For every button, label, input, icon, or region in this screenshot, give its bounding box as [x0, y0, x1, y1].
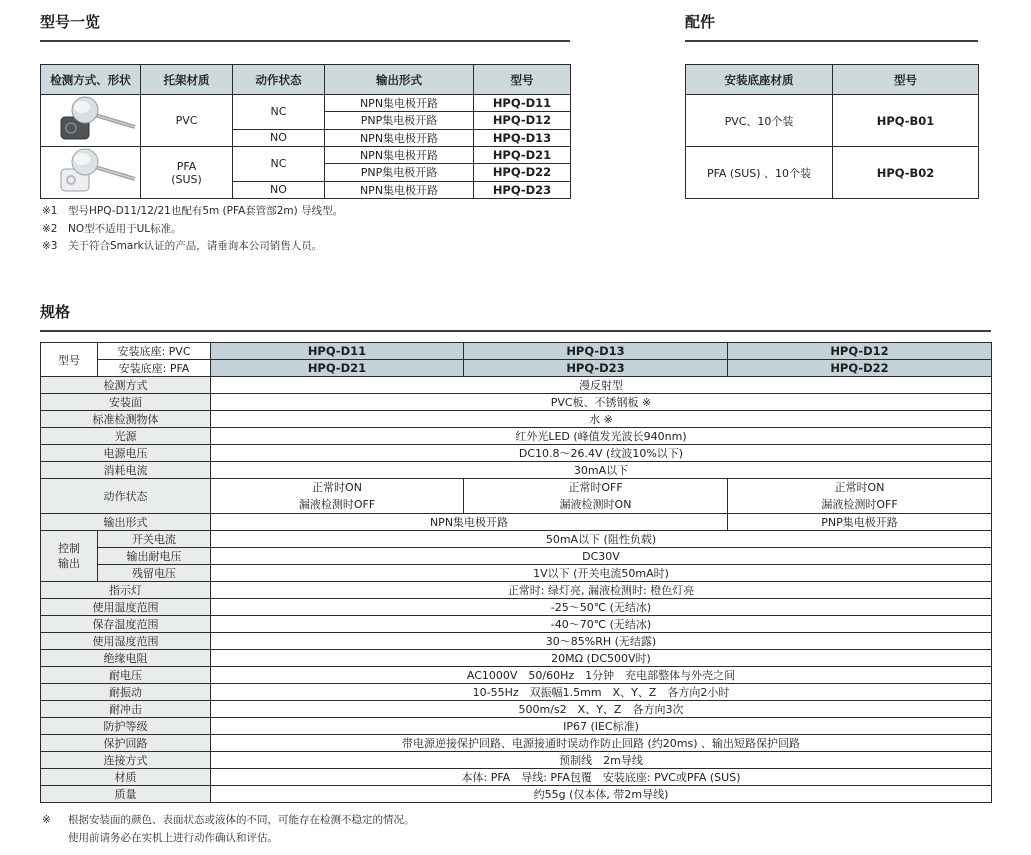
spec-value: 1V以下 (开关电流50mA时): [211, 565, 992, 582]
table-row: [41, 599, 992, 616]
sensor-photo-pvc: [41, 95, 141, 147]
spec-value: 30mA以下: [211, 462, 992, 479]
spec-label: 保护回路: [41, 735, 211, 752]
spec-value: 30～85%RH (无结露): [211, 633, 992, 650]
spec-label: 保存温度范围: [41, 616, 211, 633]
accessories-section-title: 配件: [685, 12, 978, 42]
models-section-title: 型号一览: [40, 12, 570, 42]
table-row: [41, 616, 992, 633]
action-state: NO: [233, 181, 325, 198]
spec-value: 带电源逆接保护回路、电源接通时误动作防止回路 (约20ms) 、输出短路保护回路: [211, 735, 992, 752]
spec-label: 光源: [41, 428, 211, 445]
note-line: ※ 根据安装面的颜色、表面状态或液体的不同，可能存在检测不稳定的情况。: [42, 814, 415, 826]
table-row: [41, 343, 992, 360]
spec-value: 约55g (仅本体, 带2m导线): [211, 786, 992, 803]
note-line: ※3 关于符合Smark认证的产品，请垂询本公司销售人员。: [42, 240, 323, 252]
spec-value: 正常时: 绿灯亮, 漏液检测时: 橙色灯亮: [211, 582, 992, 599]
table-row-action-state: [41, 479, 992, 514]
output-type: NPN集电极开路: [325, 129, 474, 146]
table-row: [41, 147, 571, 164]
spec-value: 20MΩ (DC500V时): [211, 650, 992, 667]
table-row: [41, 735, 992, 752]
table-row: [41, 769, 992, 786]
spec-label: 检测方式: [41, 377, 211, 394]
base-material: PVC、10个装: [686, 95, 833, 147]
table-row: [41, 95, 571, 112]
table-row: [41, 428, 992, 445]
spec-label-base-pfa: 安装底座: PFA: [98, 360, 211, 377]
table-row: [41, 667, 992, 684]
spec-table: [40, 342, 992, 803]
model-list-table: [40, 64, 571, 199]
spec-label: 耐冲击: [41, 701, 211, 718]
col-header-model: 型号: [833, 65, 979, 95]
model-number: HPQ-B01: [833, 95, 979, 147]
table-row: [41, 752, 992, 769]
spec-label-base-pvc: 安装底座: PVC: [98, 343, 211, 360]
spec-value: 50mA以下 (阻性负载): [211, 531, 992, 548]
note-line: ※2 NO型不适用于UL标准。: [42, 222, 182, 235]
model-number: HPQ-B02: [833, 147, 979, 199]
model-number: HPQ-D22: [728, 360, 992, 377]
model-number: HPQ-D22: [474, 164, 571, 181]
spec-label: 连接方式: [41, 752, 211, 769]
spec-label: 动作状态: [41, 479, 211, 514]
col-header-output-type: 输出形式: [325, 65, 474, 95]
spec-label: 使用湿度范围: [41, 633, 211, 650]
output-type: PNP集电极开路: [325, 112, 474, 129]
spec-label: 耐电压: [41, 667, 211, 684]
model-table-header-row: [41, 65, 571, 95]
table-row: [41, 565, 992, 582]
model-number: HPQ-D11: [474, 95, 571, 112]
col-header-action-state: 动作状态: [233, 65, 325, 95]
spec-label: 材质: [41, 769, 211, 786]
spec-label: 电源电压: [41, 445, 211, 462]
spec-label-model: 型号: [41, 343, 98, 377]
action-state: NC: [233, 147, 325, 182]
spec-label: 绝缘电阻: [41, 650, 211, 667]
model-number: HPQ-D23: [464, 360, 728, 377]
model-number: HPQ-D23: [474, 181, 571, 198]
table-row: [41, 394, 992, 411]
spec-value: PNP集电极开路: [728, 514, 992, 531]
model-number: HPQ-D12: [728, 343, 992, 360]
spec-label: 安装面: [41, 394, 211, 411]
spec-value: 500m/s2 X、Y、Z 各方向3次: [211, 701, 992, 718]
model-number: HPQ-D13: [474, 129, 571, 146]
spec-value: 本体: PFA 导线: PFA包覆 安装底座: PVC或PFA (SUS): [211, 769, 992, 786]
spec-value: -40～70℃ (无结冰): [211, 616, 992, 633]
model-number: HPQ-D11: [211, 343, 464, 360]
spec-label: 耐振动: [41, 684, 211, 701]
output-type: NPN集电极开路: [325, 95, 474, 112]
spec-label: 开关电流: [98, 531, 211, 548]
output-type: NPN集电极开路: [325, 181, 474, 198]
model-number: HPQ-D12: [474, 112, 571, 129]
spec-value: 10-55Hz 双振幅1.5mm X、Y、Z 各方向2小时: [211, 684, 992, 701]
spec-value: 正常时ON 漏液检测时OFF: [728, 479, 992, 514]
accessories-section: [685, 12, 978, 199]
table-row: [41, 377, 992, 394]
table-row: [41, 462, 992, 479]
table-row: [41, 718, 992, 735]
spec-label: 指示灯: [41, 582, 211, 599]
col-header-bracket-material: 托架材质: [141, 65, 233, 95]
models-section: [40, 12, 570, 199]
accessories-table: [685, 64, 979, 199]
spec-label: 质量: [41, 786, 211, 803]
spec-value: 红外光LED (峰值发光波长940nm): [211, 428, 992, 445]
spec-label: 使用温度范围: [41, 599, 211, 616]
spec-footnote: [42, 812, 742, 847]
spec-label: 标准检测物体: [41, 411, 211, 428]
spec-value: 漫反射型: [211, 377, 992, 394]
spec-value: 预制线 2m导线: [211, 752, 992, 769]
spec-label: 输出耐电压: [98, 548, 211, 565]
spec-value: 正常时ON 漏液检测时OFF: [211, 479, 464, 514]
table-row: [41, 548, 992, 565]
spec-label: 防护等级: [41, 718, 211, 735]
spec-label: 输出形式: [41, 514, 211, 531]
action-state: NO: [233, 129, 325, 146]
model-number: HPQ-D21: [211, 360, 464, 377]
table-row: [41, 701, 992, 718]
accessories-header-row: [686, 65, 979, 95]
spec-label: 消耗电流: [41, 462, 211, 479]
bracket-material: PFA (SUS): [141, 147, 233, 199]
spec-value: 水 ※: [211, 411, 992, 428]
table-row: [41, 531, 992, 548]
model-notes: [42, 203, 602, 256]
table-row: [41, 360, 992, 377]
table-row: [686, 147, 979, 199]
model-number: HPQ-D21: [474, 147, 571, 164]
output-type: NPN集电极开路: [325, 147, 474, 164]
table-row: [41, 633, 992, 650]
spec-group-label-control-output: 控制 输出: [41, 531, 98, 582]
col-header-base-material: 安装底座材质: [686, 65, 833, 95]
sensor-photo-pfa: [41, 147, 141, 199]
bracket-material: PVC: [141, 95, 233, 147]
table-row-output-type: [41, 514, 992, 531]
spec-value: DC10.8～26.4V (纹波10%以下): [211, 445, 992, 462]
col-header-shape: 检测方式、形状: [41, 65, 141, 95]
action-state: NC: [233, 95, 325, 130]
table-row: [686, 95, 979, 147]
spec-value: -25～50℃ (无结冰): [211, 599, 992, 616]
spec-value: 正常时OFF 漏液检测时ON: [464, 479, 728, 514]
table-row: [41, 582, 992, 599]
spec-value: AC1000V 50/60Hz 1分钟 充电部整体与外壳之间: [211, 667, 992, 684]
spec-value: PVC板、不锈钢板 ※: [211, 394, 992, 411]
note-line: 使用前请务必在实机上进行动作确认和评估。: [68, 831, 278, 844]
table-row: [41, 445, 992, 462]
col-header-model: 型号: [474, 65, 571, 95]
table-row: [41, 684, 992, 701]
spec-value: IP67 (IEC标准): [211, 718, 992, 735]
spec-section-title: 规格: [40, 302, 991, 332]
table-row: [41, 650, 992, 667]
output-type: PNP集电极开路: [325, 164, 474, 181]
table-row: [41, 786, 992, 803]
base-material: PFA (SUS) 、10个装: [686, 147, 833, 199]
model-number: HPQ-D13: [464, 343, 728, 360]
note-line: ※1 型号HPQ-D11/12/21也配有5m (PFA套管部2m) 导线型。: [42, 205, 344, 217]
spec-value: DC30V: [211, 548, 992, 565]
spec-section: [40, 302, 991, 803]
spec-value: NPN集电极开路: [211, 514, 728, 531]
spec-label: 残留电压: [98, 565, 211, 582]
table-row: [41, 411, 992, 428]
